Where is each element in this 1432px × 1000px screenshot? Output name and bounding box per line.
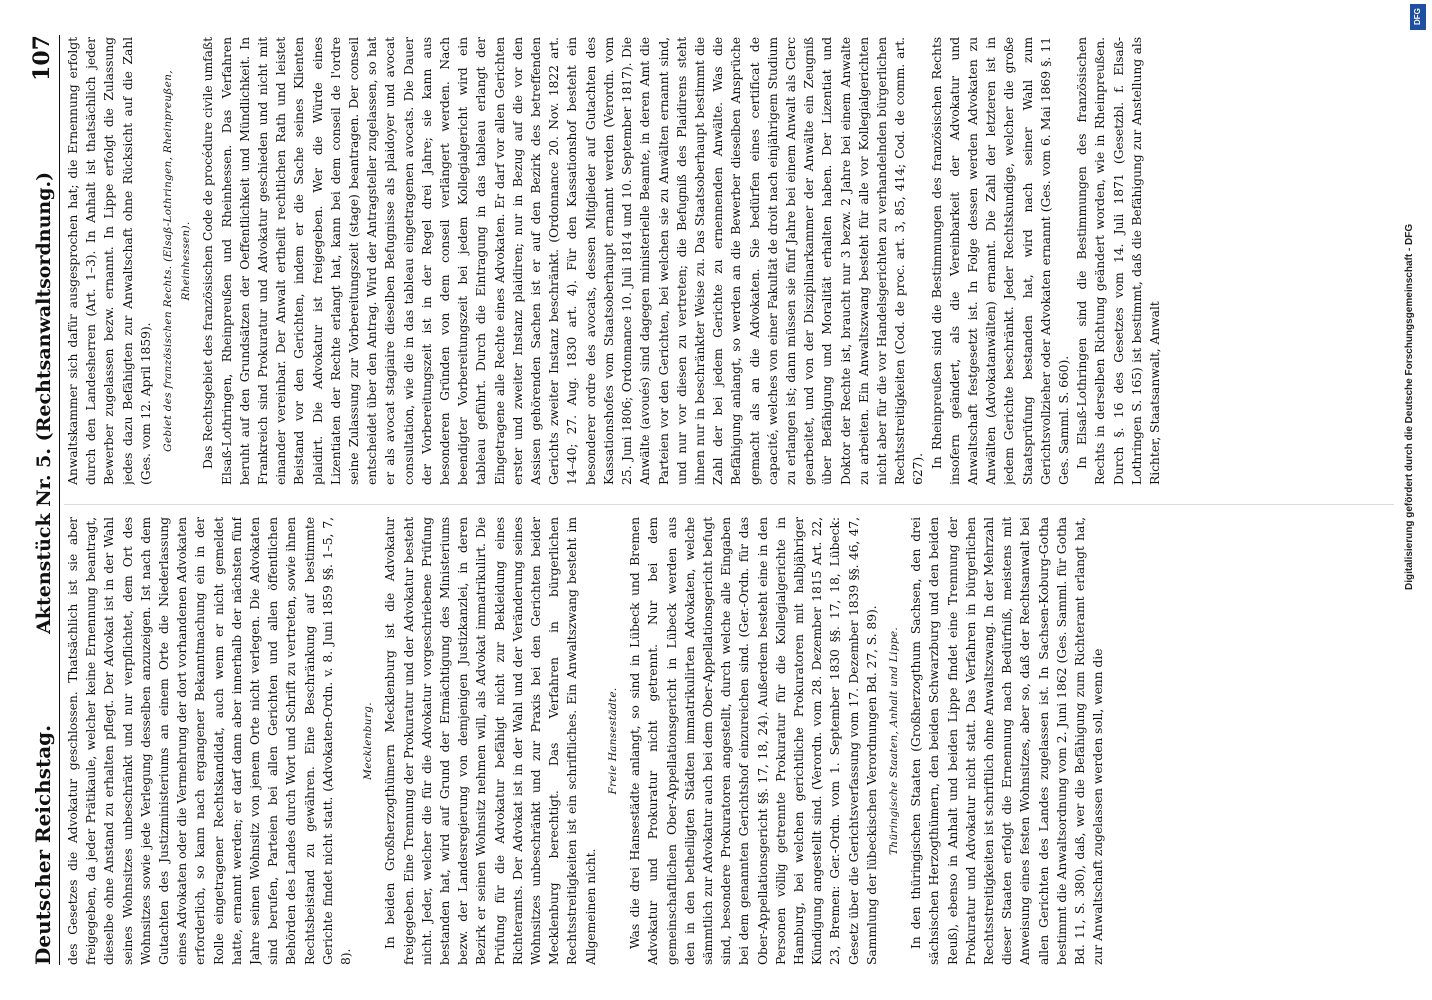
section-heading: Mecklenburg. [362, 702, 375, 780]
right-column [64, 37, 1394, 485]
paragraph: In Rheinpreußen sind die Bestimmungen des französischen Rechts insofern geändert, als die Vereinbarkeit der Advokatur und Anwaltschaft festgesetzt ist. In Folge dessen werden Advokaten zu Anwälten (Advokatanwälten) ernannt. Die Zahl der letzteren ist in jedem Gerichte beschränkt. Jeder Rechtskundige, welcher die große Staatsprüfung bestanden hat, wird nach seiner Wahl zum Gerichtsvollzieher oder Advokaten ernannt (Ges. vom 6. Mai 1869 §. 11 Ges. Samml. S. 660). [928, 37, 1071, 485]
dfg-logo: DFG [1410, 4, 1426, 30]
paragraph: In Elsaß-Lothringen sind die Bestimmungen des französischen Rechts in derselben Richtung geändert worden, wie in Rheinpreußen. Durch §. 16 des Gesetzes vom 14. Juli 1871 (Gesetzbl. f. Elsaß-Lothringen S. 165) ist bestimmt, daß die Befähigung zur Anstellung als Richter, Staatsanwalt, Anwalt [1074, 37, 1162, 485]
header-middle: Aktenstück Nr. 5. (Rechtsanwaltsordnung.) [33, 171, 55, 634]
header-left: Deutscher Reichstag. [31, 724, 55, 965]
page-number: 107 [29, 35, 55, 81]
paragraph: In den thüringischen Staaten (Großherzogthum Sachsen, den drei sächsischen Herzogthümern, den beiden Schwarzburg und den beiden Reuß), ebenso in Anhalt und beiden Lippe findet eine Trennung der Prokuratur und Advokatur nicht statt. Das Verfahren in bürgerlichen Rechtsstreitigkeiten ist schriftlich ohne Anwaltszwang. In der Mehrzahl dieser Staaten erfolgt die Ernennung nach Bedürfniß, meistens mit Anweisung eines festen Wohnsitzes, aber so, daß der Rechtsanwalt bei allen Gerichten des Landes zugelassen ist. In Sachsen-Koburg-Gotha bestimmt die Anwaltsordnung vom 2. Juni 1862 (Ges. Samml. für Gotha Bd. 11, S. 380), daß, wer die Befähigung zum Richteramt erlangt hat, zur Anwaltschaft zugelassen werden soll, wenn die [908, 517, 1106, 965]
paragraph: Was die drei Hansestädte anlangt, so sind in Lübeck und Bremen Advokatur und Prokuratur nicht getrennt. Nur bei dem gemeinschaftlichen Ober-Appellationsgericht in Lübeck werden aus den in den betheiligten Städten immatrikulirten Advokaten, welche sämmtlich zur Advokatur auch bei dem Ober-Appellationsgericht befugt sind, besondere Prokuratoren angestellt, durch welche alle Eingaben bei dem genannten Gerichtshof einzureichen sind. (Ger.-Ordn. für das Ober-Appellationsgericht §§. 17, 18, 24). Außerdem besteht eine in den Personen völlig getrennte Prokuratur für die Kollegialgerichte in Hamburg, bei welchen gerichtliche Prokuratoren mit halbjähriger Kündigung angestellt sind. (Verordn. vom 28. Dezember 1815 Art. 22, 23, Bremen: Ger.-Ordn. vom 1. September 1830 §§. 17, 18, Lübeck: Gesetz über die Gerichtsverfassung vom 17. Dezember 1839 §§. 46, 47, Sammlung der lübeckischen Verordnungen Bd. 27, S. 89). [627, 517, 879, 965]
paragraph: Anwaltskammer sich dafür ausgesprochen hat; die Ernennung erfolgt durch den Landesherren (Art. 1–3). In Anhalt ist thatsächlich jeder Bewerber zugelassen bezw. ernannt. In Lippe erfolgt die Zulassung jedes dazu Befähigten zur Anwaltschaft ohne Rücksicht auf die Zahl (Ges. vom 12. April 1859). [65, 37, 153, 485]
column-divider [64, 504, 1394, 505]
paragraph: Das Rechtsgebiet des französischen Code de procédure civile umfaßt Elsaß-Lothringen, Rheinpreußen und Rheinhessen. Das Verfahren beruht auf den Grundsätzen der Oeffentlichkeit und Mündlichkeit. In Frankreich sind Prokuratur und Advokatur geschieden und nicht mit einander vereinbar. Der Anwalt ertheilt rechtlichen Rath und leistet Beistand vor den Gerichten, indem er die Sache seines Klienten plaidirt. Die Advokatur ist freigegeben. Wer die Würde eines Lizentiaten der Rechte erlangt hat, kann bei dem conseil de l'ordre seine Zulassung zur Vorbereitungszeit (stage) beantragen. Der conseil entscheidet über den Antrag. Wird der Antragsteller zugelassen, so hat er als avocat stagiaire dieselben Befugnisse als plaidoyer und avocat consultation, wie die in das tableau eingetragenen avocats. Die Dauer der Vorbereitungszeit ist in der Regel drei Jahre; sie kann aus besonderen Gründen von dem conseil verlängert werden. Nach beendigter Vorbereitungszeit bei jedem Kollegialgericht wird ein tableau geführt. Durch die Eintragung in das tableau erlangt der Eingetragene alle Rechte eines Advokaten. Er darf vor allen Gerichten erster und zweiter Instanz plaidiren; nur in Bezug auf die vor den Assisen gehörenden Sachen ist er auf den Bezirk des betreffenden Gerichts zweiter Instanz beschränkt. (Ordonnance 20. Nov. 1822 art. 14–40; 27. Aug. 1830 art. 4). Für den Kassationshof besteht ein besonderer ordre des avocats, dessen Mitglieder auf Gutachten des Kassationshofes vom Staatsoberhaupt ernannt werden (Verordn. vom 25. Juni 1806; Ordonnance 10. Juli 1814 und 10. September 1817). Die Anwälte (avoués) sind dagegen ministerielle Beamte, in deren Amt die Parteien vor den Gerichten, bei welchen sie zu Anwälten ernannt sind, und nur vor diesen zu vertreten; die Befugniß des Plaidirens steht ihnen nur in beschränkter Weise zu. Das Staatsoberhaupt bestimmt die Zahl der bei jedem Gerichte zu ernennenden Anwälte. Was die Befähigung anlangt, so werden an die Bewerber dieselben Ansprüche gemacht als an die Advokaten. Sie bedürfen eines certificat de capacité, welches von einer Fakultät de droit nach einjährigem Studium zu erlangen ist; dann müssen sie fünf Jahre bei einem Anwalt als Clerc gearbeitet, und von der Disziplinarkammer der Anwälte ein Zeugniß über Befähigung und Moralität erhalten haben. Der Lizentiat und Doktor der Rechte ist, braucht nur 3 bezw. 2 Jahre bei einem Anwalte zu arbeiten. Ein Anwaltszwang besteht für alle vor Kollegialgerichten nicht aber für die vor Handelsgerichten zu verhandelnden bürgerlichen Rechtsstreitigkeiten (Cod. de proc. art. 3, 85, 414; Cod. de comm. art. 627). [200, 37, 926, 485]
left-column [64, 517, 1394, 965]
dfg-credit [1404, 0, 1424, 1000]
dfg-credit-text: Digitalisierung gefördert durch die Deutsche Forschungsgemeinschaft - DFG [1404, 223, 1415, 590]
paragraph: des Gesetzes die Advokatur geschlossen. Thatsächlich ist sie aber freigegeben, da jeder Prätikaule, welcher keine Ernennung beantragt, dieselbe ohne Anstand zu erhalten pflegt. Der Advokat ist in der Wahl seines Wohnsitzes unbeschränkt und nur verpflichtet, dem Ort des Wohnsitzes sowie jede Verlegung desselben anzuzeigen. Ist nach dem Gutachten des Justizministeriums an einem Orte die Niederlassung eines Advokaten oder die Vermehrung der dort vorhandenen Advokaten erforderlich, so kann nach ergangener Bekanntmachung ein in der Rolle eingetragener Rechtskandidat, auch wenn er nicht gemeldet hatte, ernannt werden; er darf dann aber innerhalb der nächsten fünf Jahre seinen Wohnsitz von jenem Orte nicht verlegen. Die Advokaten sind berufen, Parteien bei allen Gerichten und allen öffentlichen Behörden des Landes durch Wort und Schrift zu vertreten, sowie ihnen Rechtsbeistand zu gewähren. Eine Beschränkung auf bestimmte Gerichte findet nicht statt. (Advokaten-Ordn. v. 8. Juni 1859 §§. 1–5, 7, 8). [65, 517, 354, 965]
page-header [20, 35, 60, 965]
section-heading: Gebiet des französischen Rechts. (Elsaß-Lothringen, Rheinpreußen, Rheinhessen). [162, 70, 193, 452]
paragraph: In beiden Großherzogthümern Mecklenburg ist die Advokatur freigegeben. Eine Trennung der Prokuratur und der Advokatur besteht nicht. Jeder, welcher die für die Advokatur vorgeschriebene Prüfung bestanden hat, wird auf Grund der Ermächtigung des Ministeriums bezw. der Landesregierung von demjenigen Justizkanzlei, in deren Bezirk er seinen Wohnsitz nehmen will, als Advokat immatrikulirt. Die Prüfung für die Advokatur befähigt nicht zur Bekleidung eines Richteramts. Der Advokat ist in der Wahl und der Veränderung seines Wohnsitzes unbeschränkt und zur Praxis bei den Gerichten beider Mecklenburg berechtigt. Das Verfahren in bürgerlichen Rechtsstreitigkeiten ist ein schriftliches. Ein Anwaltszwang besteht im Allgemeinen nicht. [382, 517, 598, 965]
section-heading: Freie Hansestädte. [606, 687, 619, 795]
section-heading: Thüringische Staaten, Anhalt und Lippe. [887, 626, 900, 856]
